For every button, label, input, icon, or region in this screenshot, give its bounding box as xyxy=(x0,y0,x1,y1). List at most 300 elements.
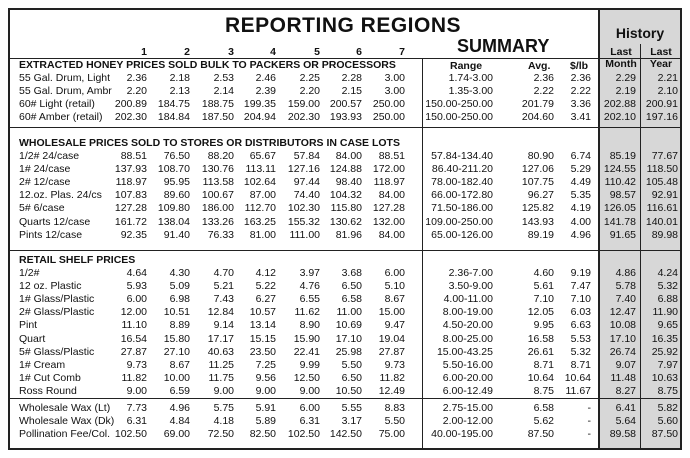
region-7-value: 19.04 xyxy=(378,332,405,345)
region-2-value: 8.89 xyxy=(169,319,190,332)
region-5-value: 6.00 xyxy=(299,402,320,414)
last-year-value: 10.63 xyxy=(651,371,678,384)
region-6-value: 5.55 xyxy=(341,402,362,414)
region-5-value: 6.31 xyxy=(299,415,320,428)
region-5-value: 3.97 xyxy=(299,267,320,279)
region-2-value: 15.80 xyxy=(163,332,190,345)
last-month-value: 17.10 xyxy=(609,332,636,345)
last-year-value: 197.16 xyxy=(645,111,678,124)
range-value: 78.00-182.40 xyxy=(431,176,493,189)
region-6-value: 3.17 xyxy=(341,415,362,428)
row-label: 1# 24/case xyxy=(19,163,71,176)
last-month-value: 91.65 xyxy=(609,228,636,241)
avg-value: 12.05 xyxy=(527,306,554,319)
region-3-value: 5.21 xyxy=(213,280,234,293)
range-value: 4.50-20.00 xyxy=(442,319,493,332)
row-label: 12 oz. Plastic xyxy=(19,280,82,293)
range-value: 109.00-250.00 xyxy=(425,215,493,228)
avg-value: 9.95 xyxy=(533,319,554,332)
region-4-value: 81.00 xyxy=(249,228,276,241)
region-2-value: 8.67 xyxy=(169,358,190,371)
region-2-value: 76.50 xyxy=(163,150,190,162)
region-4-value: 113.11 xyxy=(245,163,276,176)
region-number-7: 7 xyxy=(399,46,405,58)
last-year-value: 5.82 xyxy=(657,402,678,414)
per-lb-value: 11.67 xyxy=(565,384,591,397)
region-6-value: 193.93 xyxy=(329,111,362,124)
region-1-value: 7.73 xyxy=(126,402,147,414)
per-lb-value: 7.10 xyxy=(570,293,591,306)
region-3-value: 2.14 xyxy=(213,85,234,98)
row-label: 1# Glass/Plastic xyxy=(19,293,95,306)
row-label: Pint xyxy=(19,319,38,332)
table-row xyxy=(0,372,690,385)
last-year-value: 7.97 xyxy=(657,358,678,371)
last-month-value: 10.08 xyxy=(609,319,636,332)
per-lb-value: 4.96 xyxy=(570,228,591,241)
region-4-value: 6.27 xyxy=(255,293,276,306)
avg-value: 125.82 xyxy=(521,202,554,215)
region-1-value: 9.73 xyxy=(126,358,147,371)
region-6-value: 11.00 xyxy=(336,306,362,319)
per-lb-value: 5.53 xyxy=(570,332,591,345)
table-row xyxy=(0,85,690,98)
range-value: 65.00-126.00 xyxy=(431,228,493,241)
region-5-value: 9.00 xyxy=(299,384,320,397)
region-5-value: 159.00 xyxy=(287,98,320,111)
region-5-value: 9.99 xyxy=(299,358,320,371)
table-row xyxy=(0,111,690,124)
last-year-value: 140.01 xyxy=(645,215,678,228)
range-value: 2.00-12.00 xyxy=(442,415,493,428)
region-3-value: 4.18 xyxy=(213,415,234,428)
summary-heading: SUMMARY xyxy=(457,36,550,56)
last-year-value: 2.21 xyxy=(657,72,678,84)
region-6-value: 115.80 xyxy=(330,202,362,215)
region-2-value: 138.04 xyxy=(157,215,190,228)
avg-value: 26.61 xyxy=(527,345,554,358)
range-value: 57.84-134.40 xyxy=(431,150,493,162)
region-3-value: 9.00 xyxy=(213,384,234,397)
region-2-value: 69.00 xyxy=(163,428,190,441)
last-year-value: 105.48 xyxy=(645,176,678,189)
row-label: 2# 12/case xyxy=(19,176,71,189)
region-2-value: 109.80 xyxy=(157,202,190,215)
region-5-value: 8.90 xyxy=(299,319,320,332)
last-month-value: 9.07 xyxy=(615,358,636,371)
avg-value: 143.93 xyxy=(521,215,554,228)
per-lb-value: 4.19 xyxy=(570,202,591,215)
region-5-value: 4.76 xyxy=(299,280,320,293)
region-2-value: 89.60 xyxy=(163,189,190,202)
range-value: 150.00-250.00 xyxy=(425,111,493,124)
row-label: 1/2# 24/case xyxy=(19,150,80,162)
table-row xyxy=(0,402,690,415)
region-3-value: 113.58 xyxy=(202,176,234,189)
last-year-heading: Last Year xyxy=(649,46,673,70)
region-6-value: 2.28 xyxy=(341,72,362,84)
region-7-value: 27.87 xyxy=(378,345,405,358)
region-4-value: 10.57 xyxy=(249,306,276,319)
region-6-value: 6.58 xyxy=(341,293,362,306)
region-2-value: 10.00 xyxy=(163,371,190,384)
region-6-value: 5.50 xyxy=(341,358,362,371)
avg-value: 89.19 xyxy=(527,228,554,241)
region-5-value: 111.00 xyxy=(289,228,320,241)
row-label: 5# Glass/Plastic xyxy=(19,345,95,358)
last-year-value: 25.92 xyxy=(651,345,678,358)
region-1-value: 4.64 xyxy=(126,267,147,279)
avg-value: 5.61 xyxy=(533,280,554,293)
region-2-value: 2.13 xyxy=(169,85,190,98)
per-lb-value: 3.36 xyxy=(570,98,591,111)
avg-value: 16.58 xyxy=(527,332,554,345)
table-row xyxy=(0,385,690,398)
region-1-value: 118.97 xyxy=(115,176,147,189)
region-3-value: 100.67 xyxy=(201,189,234,202)
avg-value: 204.60 xyxy=(521,111,554,124)
region-number-3: 3 xyxy=(228,46,234,58)
last-month-value: 26.74 xyxy=(609,345,636,358)
range-value: 1.74-3.00 xyxy=(448,72,493,84)
region-1-value: 102.50 xyxy=(114,428,147,441)
region-6-value: 81.96 xyxy=(335,228,362,241)
region-5-value: 102.30 xyxy=(287,202,320,215)
section-title: WHOLESALE PRICES SOLD TO STORES OR DISTRIBUTORS IN CASE LOTS xyxy=(19,137,400,149)
avg-value: 5.62 xyxy=(533,415,554,428)
row-label: 60# Amber (retail) xyxy=(19,111,103,124)
last-month-heading: Last Month xyxy=(605,46,637,70)
table-row xyxy=(0,319,690,332)
range-value: 4.00-11.00 xyxy=(443,293,493,306)
table-row xyxy=(0,176,690,189)
region-number-5: 5 xyxy=(314,46,320,58)
table-row xyxy=(0,415,690,428)
region-6-value: 25.98 xyxy=(335,345,362,358)
row-label: Wholesale Wax (Lt) xyxy=(19,402,111,414)
region-5-value: 2.25 xyxy=(299,72,320,84)
section-title: RETAIL SHELF PRICES xyxy=(19,254,136,266)
section-divider-2 xyxy=(8,250,682,251)
row-label: 5# 6/case xyxy=(19,202,65,215)
row-label: 55 Gal. Drum, Ambr xyxy=(19,85,112,98)
region-7-value: 3.00 xyxy=(384,72,405,84)
region-5-value: 155.32 xyxy=(287,215,320,228)
region-7-value: 75.00 xyxy=(378,428,405,441)
region-5-value: 127.16 xyxy=(287,163,320,176)
region-3-value: 72.50 xyxy=(207,428,234,441)
region-1-value: 88.51 xyxy=(120,150,147,162)
region-7-value: 5.10 xyxy=(384,280,405,293)
region-7-value: 6.00 xyxy=(384,267,405,279)
region-7-value: 12.49 xyxy=(378,384,405,397)
avg-value: 8.71 xyxy=(533,358,554,371)
per-lb-value: 5.32 xyxy=(570,345,591,358)
region-6-value: 200.57 xyxy=(329,98,362,111)
region-4-value: 199.35 xyxy=(243,98,276,111)
range-value: 86.40-211.20 xyxy=(431,163,493,176)
last-year-value: 5.32 xyxy=(657,280,678,293)
region-1-value: 107.83 xyxy=(114,189,147,202)
region-2-value: 95.95 xyxy=(163,176,190,189)
history-heading: History xyxy=(615,25,665,41)
last-month-value: 202.10 xyxy=(603,111,636,124)
last-month-value: 2.19 xyxy=(615,85,636,98)
last-month-value: 202.88 xyxy=(603,98,636,111)
region-1-value: 27.87 xyxy=(120,345,147,358)
region-5-value: 22.41 xyxy=(293,345,320,358)
range-value: 1.35-3.00 xyxy=(448,85,493,98)
per-lb-value: 7.47 xyxy=(570,280,591,293)
region-number-6: 6 xyxy=(356,46,362,58)
region-4-value: 4.12 xyxy=(255,267,276,279)
region-6-value: 124.88 xyxy=(329,163,362,176)
region-3-value: 12.84 xyxy=(207,306,234,319)
per-lb-value: 6.63 xyxy=(570,319,591,332)
region-7-value: 3.00 xyxy=(384,85,405,98)
region-2-value: 4.84 xyxy=(169,415,190,428)
per-lb-value: 4.00 xyxy=(570,215,591,228)
region-5-value: 11.62 xyxy=(294,306,320,319)
range-value: 15.00-43.25 xyxy=(436,345,493,358)
region-6-value: 3.68 xyxy=(341,267,362,279)
region-7-value: 8.67 xyxy=(384,293,405,306)
region-number-4: 4 xyxy=(270,46,276,58)
region-3-value: 4.70 xyxy=(213,267,234,279)
region-4-value: 15.15 xyxy=(249,332,276,345)
range-value: 2.36-7.00 xyxy=(448,267,493,279)
avg-value: 10.64 xyxy=(527,371,554,384)
region-1-value: 12.00 xyxy=(120,306,147,319)
per-lb-value: 2.22 xyxy=(570,85,591,98)
region-6-value: 130.62 xyxy=(329,215,362,228)
region-5-value: 74.40 xyxy=(293,189,320,202)
row-label: Quarts 12/case xyxy=(19,215,91,228)
last-month-value: 5.78 xyxy=(615,280,636,293)
avg-value: 96.27 xyxy=(527,189,554,202)
range-value: 6.00-20.00 xyxy=(442,371,493,384)
region-1-value: 127.28 xyxy=(114,202,147,215)
region-6-value: 17.10 xyxy=(335,332,362,345)
range-value: 8.00-19.00 xyxy=(442,306,493,319)
region-3-value: 186.00 xyxy=(201,202,234,215)
region-1-value: 9.00 xyxy=(126,384,147,397)
table-row xyxy=(0,229,690,242)
region-7-value: 9.47 xyxy=(384,319,405,332)
region-3-value: 11.75 xyxy=(208,371,234,384)
range-value: 66.00-172.80 xyxy=(431,189,493,202)
region-1-value: 11.82 xyxy=(121,371,147,384)
region-7-value: 11.82 xyxy=(379,371,405,384)
region-1-value: 200.89 xyxy=(114,98,147,111)
last-month-value: 4.86 xyxy=(615,267,636,279)
last-month-value: 12.47 xyxy=(609,306,636,319)
last-month-value: 85.19 xyxy=(609,150,636,162)
per-lb-heading: $/lb xyxy=(570,60,589,72)
row-label: 2# Glass/Plastic xyxy=(19,306,95,319)
region-1-value: 16.54 xyxy=(120,332,147,345)
region-1-value: 6.00 xyxy=(126,293,147,306)
last-year-value: 116.61 xyxy=(646,202,678,215)
region-3-value: 188.75 xyxy=(201,98,234,111)
per-lb-value: 6.74 xyxy=(570,150,591,162)
region-3-value: 130.76 xyxy=(201,163,234,176)
region-3-value: 2.53 xyxy=(213,72,234,84)
avg-value: 87.50 xyxy=(527,428,554,441)
per-lb-value: 4.49 xyxy=(570,176,591,189)
per-lb-value: 9.19 xyxy=(570,267,591,279)
region-6-value: 10.69 xyxy=(335,319,362,332)
last-month-value: 89.58 xyxy=(609,428,636,441)
range-value: 150.00-250.00 xyxy=(425,98,493,111)
row-label: 60# Light (retail) xyxy=(19,98,95,111)
region-7-value: 250.00 xyxy=(372,111,405,124)
last-year-value: 2.10 xyxy=(657,85,678,98)
per-lb-value: 6.03 xyxy=(570,306,591,319)
range-value: 5.50-16.00 xyxy=(442,358,493,371)
section-divider-1 xyxy=(8,127,682,128)
avg-value: 80.90 xyxy=(527,150,554,162)
region-3-value: 40.63 xyxy=(207,345,234,358)
region-2-value: 6.98 xyxy=(169,293,190,306)
region-7-value: 127.28 xyxy=(372,202,405,215)
avg-value: 2.36 xyxy=(533,72,554,84)
row-label: 1# Cream xyxy=(19,358,66,371)
table-row xyxy=(0,163,690,176)
per-lb-value: 3.41 xyxy=(570,111,591,124)
region-5-value: 202.30 xyxy=(287,111,320,124)
region-1-value: 2.20 xyxy=(126,85,147,98)
avg-value: 127.06 xyxy=(521,163,554,176)
region-5-value: 97.44 xyxy=(293,176,320,189)
last-year-value: 92.91 xyxy=(651,189,678,202)
last-month-value: 5.64 xyxy=(615,415,636,428)
last-year-value: 4.24 xyxy=(657,267,678,279)
region-4-value: 204.94 xyxy=(243,111,276,124)
region-1-value: 161.72 xyxy=(114,215,147,228)
per-lb-value: 2.36 xyxy=(570,72,591,84)
table-row xyxy=(0,428,690,441)
range-heading: Range xyxy=(450,60,483,72)
region-3-value: 11.25 xyxy=(208,358,234,371)
region-4-value: 5.22 xyxy=(255,280,276,293)
last-year-value: 5.60 xyxy=(657,415,678,428)
row-label: Ross Round xyxy=(19,384,77,397)
region-1-value: 5.93 xyxy=(126,280,147,293)
avg-value: 7.10 xyxy=(533,293,554,306)
region-4-value: 82.50 xyxy=(249,428,276,441)
region-2-value: 2.18 xyxy=(169,72,190,84)
range-value: 8.00-25.00 xyxy=(442,332,493,345)
table-row xyxy=(0,72,690,85)
table-row xyxy=(0,267,690,280)
region-6-value: 6.50 xyxy=(341,371,362,384)
per-lb-value: 5.35 xyxy=(570,189,591,202)
region-2-value: 10.51 xyxy=(163,306,190,319)
last-month-value: 98.57 xyxy=(609,189,636,202)
last-month-value: 6.41 xyxy=(615,402,636,414)
region-6-value: 142.50 xyxy=(329,428,362,441)
region-4-value: 102.64 xyxy=(243,176,276,189)
range-value: 2.75-15.00 xyxy=(442,402,493,414)
region-1-value: 2.36 xyxy=(126,72,147,84)
region-2-value: 4.96 xyxy=(169,402,190,414)
region-7-value: 8.83 xyxy=(384,402,405,414)
region-4-value: 2.39 xyxy=(255,85,276,98)
per-lb-value: - xyxy=(587,428,591,441)
region-2-value: 6.59 xyxy=(169,384,190,397)
region-2-value: 5.09 xyxy=(169,280,190,293)
range-value: 6.00-12.49 xyxy=(442,384,493,397)
region-6-value: 10.50 xyxy=(335,384,362,397)
last-year-value: 6.88 xyxy=(657,293,678,306)
region-6-value: 6.50 xyxy=(341,280,362,293)
region-number-1: 1 xyxy=(141,46,147,58)
row-label: Quart xyxy=(19,332,46,345)
per-lb-value: - xyxy=(587,415,591,428)
last-month-value: 124.55 xyxy=(603,163,636,176)
row-label: 55 Gal. Drum, Light xyxy=(19,72,111,84)
avg-value: 107.75 xyxy=(521,176,554,189)
region-4-value: 5.89 xyxy=(255,415,276,428)
avg-value: 6.58 xyxy=(533,402,554,414)
region-3-value: 187.50 xyxy=(201,111,234,124)
region-4-value: 13.14 xyxy=(249,319,276,332)
region-4-value: 112.70 xyxy=(244,202,276,215)
region-4-value: 163.25 xyxy=(243,215,276,228)
region-7-value: 5.50 xyxy=(384,415,405,428)
region-2-value: 184.84 xyxy=(157,111,190,124)
last-month-value: 141.78 xyxy=(603,215,636,228)
table-row xyxy=(0,98,690,111)
region-1-value: 92.35 xyxy=(120,228,147,241)
last-year-value: 11.90 xyxy=(652,306,678,319)
last-year-value: 9.65 xyxy=(657,319,678,332)
last-year-value: 8.75 xyxy=(657,384,678,397)
range-value: 40.00-195.00 xyxy=(431,428,493,441)
last-month-value: 110.42 xyxy=(604,176,636,189)
last-month-value: 11.48 xyxy=(610,371,636,384)
table-row xyxy=(0,333,690,346)
last-month-value: 2.29 xyxy=(615,72,636,84)
table-row xyxy=(0,306,690,319)
region-7-value: 84.00 xyxy=(378,228,405,241)
row-label: 12.oz. Plas. 24/cs xyxy=(19,189,102,202)
region-6-value: 104.32 xyxy=(329,189,362,202)
region-4-value: 9.56 xyxy=(255,371,276,384)
per-lb-value: 5.29 xyxy=(570,163,591,176)
region-3-value: 7.43 xyxy=(213,293,234,306)
region-3-value: 9.14 xyxy=(213,319,234,332)
table-row xyxy=(0,346,690,359)
avg-value: 4.60 xyxy=(533,267,554,279)
row-label: Pints 12/case xyxy=(19,228,83,241)
region-5-value: 6.55 xyxy=(299,293,320,306)
last-year-value: 16.35 xyxy=(651,332,678,345)
table-row xyxy=(0,202,690,215)
per-lb-value: - xyxy=(587,402,591,414)
region-3-value: 76.33 xyxy=(207,228,234,241)
region-7-value: 118.97 xyxy=(373,176,405,189)
last-month-value: 126.05 xyxy=(603,202,636,215)
region-3-value: 133.26 xyxy=(201,215,234,228)
range-value: 3.50-9.00 xyxy=(448,280,493,293)
region-2-value: 108.70 xyxy=(157,163,190,176)
row-label: 1/2# xyxy=(19,267,40,279)
region-7-value: 172.00 xyxy=(372,163,405,176)
region-2-value: 27.10 xyxy=(163,345,190,358)
region-6-value: 2.15 xyxy=(341,85,362,98)
